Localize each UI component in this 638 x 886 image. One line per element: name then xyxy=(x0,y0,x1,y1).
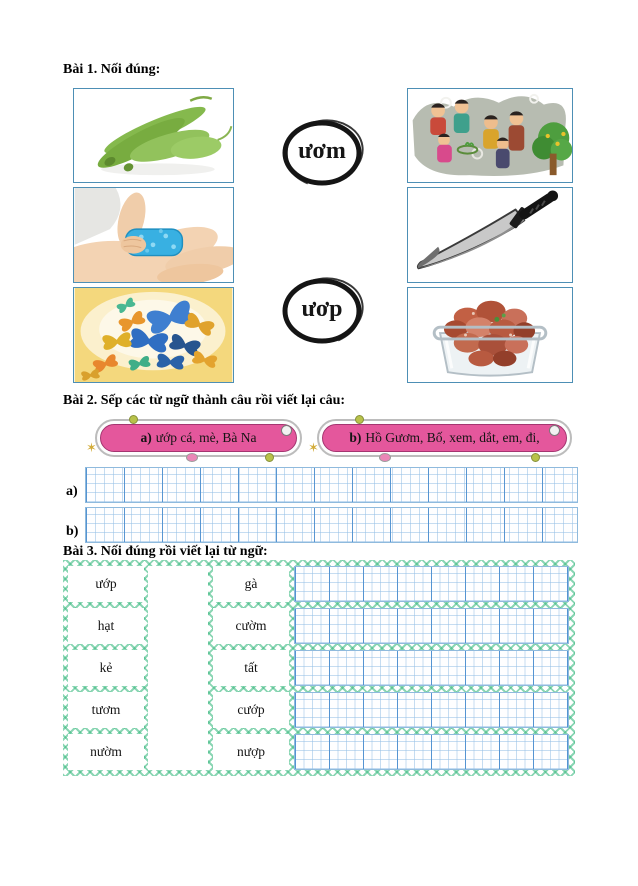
writing-grid-row-4 xyxy=(294,692,569,728)
decor-dot-icon xyxy=(129,415,138,424)
word-box: gà xyxy=(213,566,289,602)
exercise3-title: Bài 3. Nối đúng rồi viết lại từ ngữ: xyxy=(63,544,268,559)
word-bank-a xyxy=(86,419,302,457)
line-a-label: a) xyxy=(66,484,78,499)
word-bank-a-prefix: a) xyxy=(140,430,152,445)
decor-dot-icon xyxy=(281,425,292,436)
writing-grid-b xyxy=(85,507,578,543)
word-box: kẻ xyxy=(68,650,144,686)
word-bank-b-words: Hồ Gươm, Bố, xem, dắt, em, đi, xyxy=(365,430,540,445)
ice-pack-on-knee-illustration xyxy=(74,188,233,282)
word-bank-b-prefix: b) xyxy=(349,430,362,445)
decor-dot-icon xyxy=(549,425,560,436)
writing-grid-row-5 xyxy=(294,734,569,770)
decor-dot-icon xyxy=(379,453,391,462)
image-butterflies xyxy=(73,287,234,383)
image-sword xyxy=(407,187,573,283)
star-icon: ✶ xyxy=(308,441,319,456)
word-bank-a-text xyxy=(100,424,297,452)
butterflies-illustration xyxy=(74,288,233,382)
decor-dot-icon xyxy=(531,453,540,462)
writing-grid-row-1 xyxy=(294,566,569,602)
decor-dot-icon xyxy=(265,453,274,462)
exercise1-title: Bài 1. Nối đúng: xyxy=(63,62,161,77)
word-box: tươm xyxy=(68,692,144,728)
word-box: cướp xyxy=(213,692,289,728)
decor-dot-icon xyxy=(355,415,364,424)
matching-block xyxy=(63,560,575,776)
word-box: hạt xyxy=(68,608,144,644)
writing-grid-row-3 xyxy=(294,650,569,686)
stamp-uop-label: ươp xyxy=(301,295,343,322)
image-children-tending-saplings xyxy=(407,88,573,183)
image-marinated-meat-container xyxy=(407,287,573,383)
writing-grid-a xyxy=(85,467,578,503)
word-bank-b xyxy=(308,419,572,457)
word-box: ướp xyxy=(68,566,144,602)
stamp-uom xyxy=(276,113,368,193)
line-b-label: b) xyxy=(66,524,79,539)
word-bank-b-text xyxy=(322,424,567,452)
image-ice-pack-on-knee xyxy=(73,187,234,283)
connector-column xyxy=(148,566,208,770)
writing-grid-row-2 xyxy=(294,608,569,644)
exercise2-title: Bài 2. Sếp các từ ngữ thành câu rồi viết lại câu: xyxy=(63,393,346,408)
marinated-meat-container-illustration xyxy=(408,288,572,382)
star-icon: ✶ xyxy=(86,441,97,456)
children-tending-saplings-illustration xyxy=(408,89,572,182)
word-box: cườm xyxy=(213,608,289,644)
word-box: nượp xyxy=(213,734,289,770)
word-box: tất xyxy=(213,650,289,686)
stamp-uom-label: ươm xyxy=(298,137,346,164)
image-luffa-gourds xyxy=(73,88,234,183)
luffa-gourds-illustration xyxy=(74,89,233,182)
word-box: nườm xyxy=(68,734,144,770)
decor-dot-icon xyxy=(186,453,198,462)
stamp-uop xyxy=(276,271,368,351)
word-bank-a-words: ướp cá, mè, Bà Na xyxy=(155,430,257,445)
sword-illustration xyxy=(408,188,572,282)
